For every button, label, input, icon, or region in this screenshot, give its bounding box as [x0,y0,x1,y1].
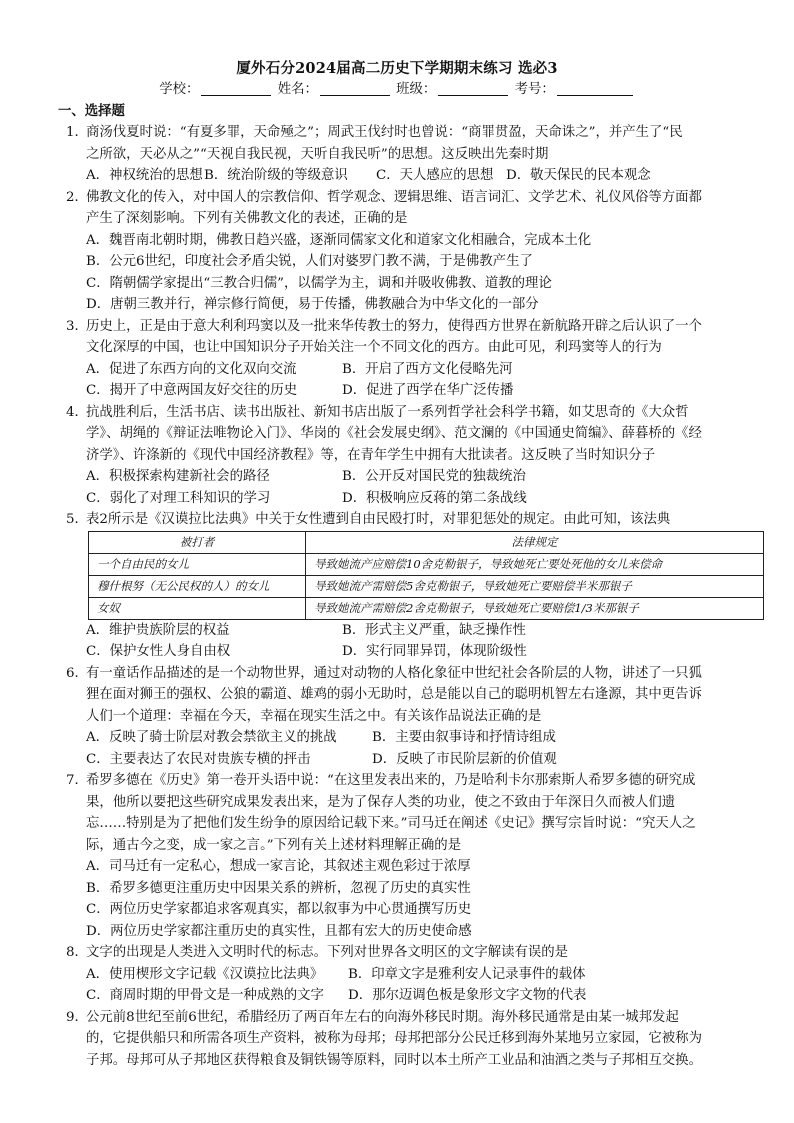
options-row [66,964,732,986]
name-blank[interactable] [320,81,390,96]
question-stem [66,942,732,964]
table-cell: 导致她流产应赔偿10舍克勒银子，导致她死亡要处死他的女儿来偿命 [306,553,764,575]
page-title: 厦外石分2024届高二历史下学期期末练习 选必3 [236,60,558,77]
stem-line: 学》、胡绳的《辩证法唯物论入门》、华岗的《社会发展史纲》、范文澜的《中国通史简编》、薛暮桥的《经 [86,426,702,441]
option-c[interactable]: C．主要表达了农民对贵族专横的抨击 [86,751,311,767]
question-stem [66,509,732,531]
option-a[interactable]: A．使用楔形文字记载《汉谟拉比法典》 [86,966,324,982]
question-stem [66,122,732,144]
options-row [66,380,732,402]
question-number: 7． [66,773,88,788]
question-number: 5． [66,512,88,527]
options-row [66,466,732,488]
student-info-line [0,79,794,101]
option-a[interactable]: A．司马迁有一定私心，想成一家言论，其叙述主观色彩过于浓厚 [86,859,471,874]
question-number: 4． [66,404,88,420]
options-row [66,749,732,771]
option-d[interactable]: D．唐朝三教并行，禅宗修行简便，易于传播，佛教融合为中华文化的一部分 [86,297,539,312]
options-row [66,620,732,642]
stem-line: 忘……特别是为了把他们发生纷争的原因给记载下来。”司马迁在阐述《史记》撰写宗旨时说：“究天人之 [86,816,696,831]
question-number: 3． [66,318,88,334]
stem-line: 子邦。母邦可从子邦地区获得粮食及铜铁锡等原料，同时以本土所产工业品和油酒之类与子邦相互交换。 [86,1052,702,1068]
question-stem [66,316,732,338]
option-c[interactable]: C．揭开了中意两国友好交往的历史 [86,383,298,398]
option-c[interactable]: C．天人感应的思想 [376,168,494,183]
options-row [66,359,732,381]
stem-line: 文化深厚的中国，也让中国知识分子开始关注一个不同文化的西方。由此可见，利玛窦等人的行为 [86,340,662,355]
table-header-row [89,531,764,553]
question-number: 1． [66,125,88,140]
question-stem [66,770,732,792]
exam-no-label: 考号： [514,82,555,97]
school-blank[interactable] [201,81,271,96]
options-row [66,641,732,663]
option-a[interactable]: A．维护贵族阶层的权益 [86,622,230,638]
question-8 [66,942,732,1007]
option-b[interactable]: B．公元6世纪，印度社会矛盾尖锐，人们对婆罗门教不满，于是佛教产生了 [86,254,533,269]
question-1 [66,122,732,187]
stem-line: 商汤伐夏时说：“有夏多罪，天命殛之”；周武王伐纣时也曾说：“商罪贯盈，天命诛之”，并产生了“民 [86,125,683,140]
table-cell: 女奴 [89,597,306,619]
name-label: 姓名： [277,82,318,97]
question-stem [66,663,732,685]
question-stem [66,1007,732,1029]
options-row [66,165,732,187]
option-d[interactable]: D．那尔迈调色板是象形文字文物的代表 [348,988,587,1003]
options-row [66,985,732,1007]
stem-line: 之所欲，天必从之”“天视自我民视，天听自我民听”的思想。这反映出先秦时期 [86,146,549,162]
stem-line: 有一童话作品描述的是一个动物世界，通过对动物的人格化象征中世纪社会各阶层的人物，讲述了一只狐 [86,665,702,681]
class-label: 班级： [396,82,437,97]
stem-line: 表2所示是《汉谟拉比法典》中关于女性遭到自由民殴打时，对罪犯惩处的规定。由此可知，该法典 [86,512,671,527]
question-list [66,122,732,1071]
option-a[interactable]: A．神权统治的思想 [86,168,203,183]
question-stem [66,187,732,209]
question-stem [66,402,732,424]
option-c[interactable]: C．隋朝儒学家提出“三教合归儒”，以儒学为主，调和并吸收佛教、道教的理论 [86,275,552,291]
table-header: 被打者 [89,531,306,553]
option-d[interactable]: D．积极响应反蒋的第二条战线 [342,490,527,506]
option-b[interactable]: B．印章文字是雅利安人记录事件的载体 [348,966,586,982]
option-c[interactable]: C．保护女性人身自由权 [86,644,231,659]
question-4 [66,402,732,510]
question-9 [66,1007,732,1072]
stem-line: 希罗多德在《历史》第一卷开头语中说：“在这里发表出来的，乃是哈利卡尔那索斯人希罗多德的研究成 [86,773,696,788]
question-number: 9． [66,1009,88,1025]
option-c[interactable]: C．两位历史学家都追求客观真实，都以叙事为中心贯通撰写历史 [86,902,472,917]
table-row [89,597,764,619]
stem-line: 的，它提供船只和所需各项生产资料，被称为母邦；母邦把部分公民迁移到海外某地另立家园，它被称为 [86,1031,702,1046]
exam-no-blank[interactable] [557,81,633,96]
option-c[interactable]: C．商周时期的甲骨文是一种成熟的文字 [86,988,324,1003]
option-b[interactable]: B．主要由叙事诗和抒情诗组成 [372,730,556,745]
option-b[interactable]: B．统治阶级的等级意识 [204,168,348,183]
stem-line: 公元前8世纪至前6世纪，希腊经历了两百年左右的向海外移民时期。海外移民通常是由某一城邦发起 [86,1009,679,1025]
stem-line: 际，通古今之变，成一家之言。”下列有关上述材料理解正确的是 [86,837,462,853]
stem-line: 狸在面对狮王的强权、公狼的霸道、雄鸡的弱小无助时，总是能以自己的聪明机智左右逢源，其中更告诉 [86,687,702,702]
options-row [66,488,732,510]
option-b[interactable]: B．形式主义严重，缺乏操作性 [342,622,526,638]
option-b[interactable]: B．公开反对国民党的独裁统治 [342,469,526,484]
stem-line: 历史上，正是由于意大利利玛窦以及一批来华传教士的努力，使得西方世界在新航路开辟之后认识了一个 [86,318,702,334]
option-d[interactable]: D．促进了西学在华广泛传播 [342,383,514,398]
option-c[interactable]: C．弱化了对理工科知识的学习 [86,490,271,506]
stem-line: 佛教文化的传入，对中国人的宗教信仰、哲学观念、逻辑思维、语言词汇、文学艺术、礼仪风俗等方面都 [86,189,702,205]
option-d[interactable]: D．实行同罪异罚，体现阶级性 [342,644,527,659]
stem-line: 人们一个道理：幸福在今天，幸福在现实生活之中。有关该作品说法正确的是 [86,708,542,724]
question-3 [66,316,732,402]
stem-line: 文字的出现是人类进入文明时代的标志。下列对世界各文明区的文字解读有误的是 [86,945,569,960]
section-heading: 一、选择题 [58,103,125,119]
option-b[interactable]: B．开启了西方文化侵略先河 [342,361,513,377]
class-blank[interactable] [438,81,508,96]
stem-line: 济学》、许涤新的《现代中国经济教程》等，在青年学生中拥有大批读者。这反映了当时知识分子 [86,447,656,463]
table-cell: 穆什根努（无公民权的人）的女儿 [89,575,306,597]
option-b[interactable]: B．希罗多德更注重历史中因果关系的辨析，忽视了历史的真实性 [86,880,471,896]
option-d[interactable]: D．反映了市民阶层新的价值观 [372,751,557,767]
table-cell: 一个自由民的女儿 [89,553,306,575]
law-table [88,531,764,620]
question-7 [66,770,732,942]
question-2 [66,187,732,316]
question-5 [66,509,732,663]
option-a[interactable]: A．促进了东西方向的文化双向交流 [86,361,297,377]
option-a[interactable]: A．魏晋南北朝时期，佛教日趋兴盛，逐渐同儒家文化和道家文化相融合，完成本土化 [86,232,592,248]
school-label: 学校： [159,82,200,97]
option-d[interactable]: D．两位历史学家都注重历史的真实性，且都有宏大的历史使命感 [86,923,472,939]
question-number: 8． [66,945,88,960]
option-a[interactable]: A．积极探索构建新社会的路径 [86,469,270,484]
option-d[interactable]: D．敬天保民的民本观念 [506,168,651,183]
question-number: 6． [66,665,88,681]
option-a[interactable]: A．反映了骑士阶层对教会禁欲主义的挑战 [86,730,337,745]
options-row [66,727,732,749]
question-6 [66,663,732,771]
table-cell: 导致她流产需赔偿2舍克勒银子，导致她死亡要赔偿1/3米那银子 [306,597,764,619]
table-row [89,553,764,575]
table-cell: 导致她流产需赔偿5舍克勒银子，导致她死亡要赔偿半米那银子 [306,575,764,597]
stem-line: 果，他所以要把这些研究成果发表出来，是为了保存人类的功业，使之不致由于年深日久而被人们遗 [86,794,676,810]
stem-line: 抗战胜利后，生活书店、读书出版社、新知书店出版了一系列哲学社会科学书籍，如艾思奇的《大众哲 [86,404,689,420]
question-number: 2． [66,189,88,205]
stem-line: 产生了深刻影响。下列有关佛教文化的表述，正确的是 [86,211,408,226]
table-row [89,575,764,597]
table-header: 法律规定 [306,531,764,553]
